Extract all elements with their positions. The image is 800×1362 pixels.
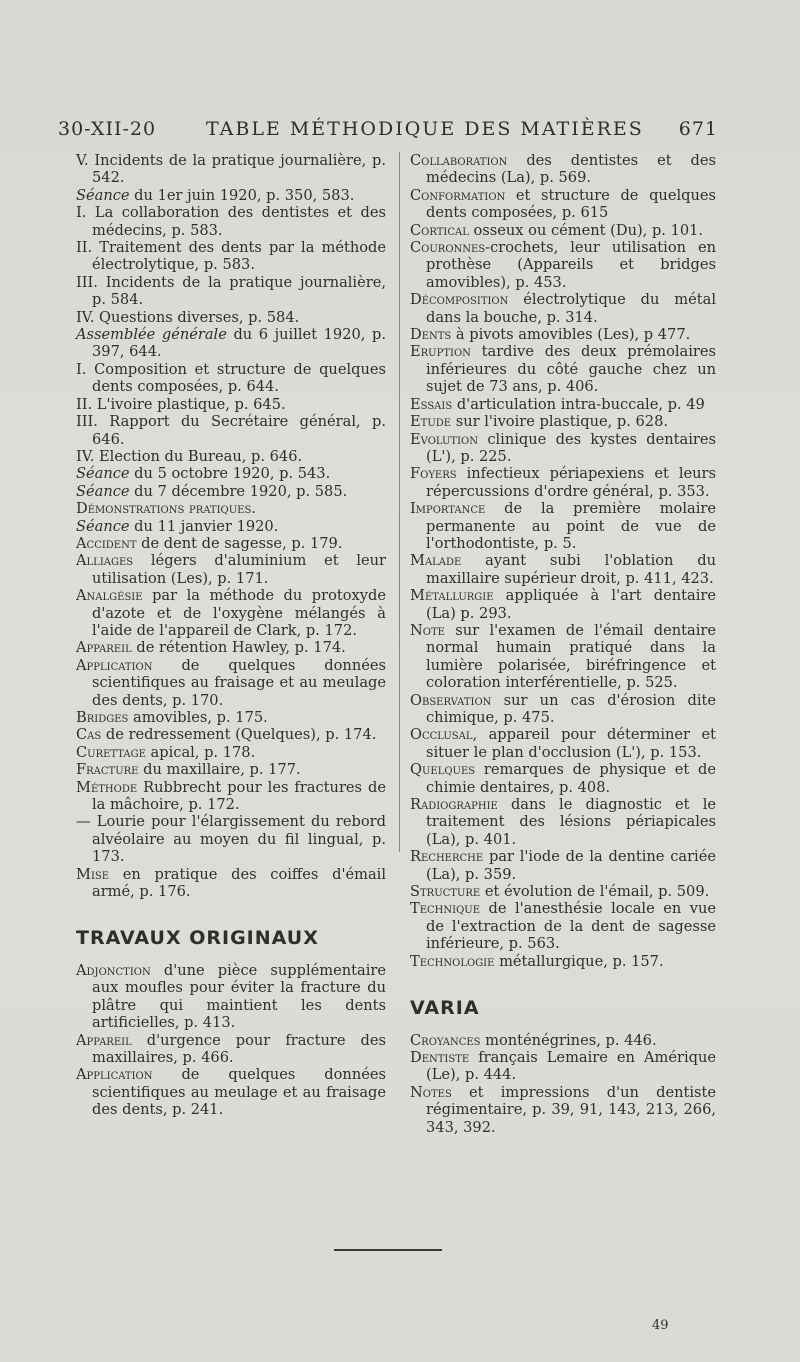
entry-lead: Séance [76,186,130,204]
entry-keyword: Fracture [76,761,139,779]
entry-keyword: Conformation [410,186,506,204]
entry-text: sur l'ivoire plastique, p. 628. [451,413,669,431]
entry-text: II. Traitement des dents par la méthode électrolytique, p. 583. [76,239,386,274]
entry-keyword: Technique [410,900,481,918]
header-date: 30-XII-20 [58,118,157,140]
index-entry [410,883,716,900]
index-entry [76,639,386,656]
entry-keyword: Technologie [410,952,495,970]
index-entry [76,483,386,500]
entry-text: du 7 décembre 1920, p. 585. [129,482,348,500]
entry-keyword: Démonstrations pratiques. [76,500,256,518]
index-entry [410,239,716,291]
entry-text: et impressions d'un dentiste régimentaire, p. 39, 91, 143, 213, 266, 343, 392. [426,1083,716,1136]
entry-keyword: Dents [410,326,452,344]
entry-keyword: Décomposition [410,291,509,309]
entry-keyword: Dentiste [410,1048,470,1066]
index-entry [76,726,386,743]
index-entry [76,657,386,709]
entry-keyword: Adjonction [76,961,151,979]
index-entry [76,535,386,552]
column-divider [399,152,400,852]
running-header [58,118,718,148]
index-entry [76,962,386,1032]
entry-text: d'urgence pour fracture des maxillaires, p. 466. [92,1031,386,1066]
index-entry [410,413,716,430]
entry-text: du 5 octobre 1920, p. 543. [129,465,331,483]
entry-text: remarques de physique et de chimie dentaires, p. 408. [426,761,716,796]
index-entry [76,239,386,274]
entry-keyword: Application [76,656,153,674]
entry-text: français Lemaire en Amérique (Le), p. 444. [426,1048,716,1084]
entry-keyword: Appareil [76,639,132,657]
index-entry [76,709,386,726]
entry-keyword: Quelques [410,761,476,779]
entry-text: de la première molaire permanente au point de vue de l'orthodontiste, p. 5. [426,500,716,552]
entry-keyword: Essais [410,395,453,413]
entry-keyword: Notes [410,1083,452,1101]
entry-keyword: Occlusal [410,726,473,744]
section-heading-varia: VARIA [410,997,480,1020]
entry-text: I. Composition et structure de quelques dents composées, p. 644. [76,360,386,396]
entry-lead: Séance [76,482,130,500]
entry-text: des dentistes et des médecins (La), p. 569. [426,152,716,187]
entry-text: V. Incidents de la pratique journalière, p. 542. [76,152,386,187]
entry-text: de dent de sagesse, p. 179. [136,534,343,552]
index-entry [410,1084,716,1136]
entry-text: du 11 janvier 1920. [129,517,279,535]
index-entry [410,692,716,727]
entry-keyword: Importance [410,500,486,518]
entry-text: d'une pièce supplémentaire aux moufles pour éviter la fracture du plâtre qui maintient les dents artificielles, p. 413. [92,961,386,1032]
right-column [410,152,716,1136]
footer-rule [334,1249,442,1251]
index-entry [76,396,386,413]
entry-text: de quelques données scientifiques au fraisage et au meulage des dents, p. 170. [92,656,386,709]
entry-text: du 1er juin 1920, p. 350, 583. [129,186,355,204]
entry-text: Rubbrecht pour les fractures de la mâchoire, p. 172. [92,778,386,814]
entry-text: apical, p. 178. [145,743,256,761]
index-entry [410,291,716,326]
index-entry [76,518,386,535]
entry-text: de quelques données scientifiques au meulage et au fraisage des dents, p. 241. [92,1066,386,1119]
index-entry [410,552,716,587]
entry-keyword: Métallurgie [410,587,494,605]
index-entry [76,779,386,814]
entry-text: ayant subi l'oblation du maxillaire supérieur droit, p. 411, 423. [426,552,716,587]
entry-text: sur l'examen de l'émail dentaire normal humain pratiqué dans la lumière polarisée, biréfringence et coloration interférentielle, p. 525. [426,621,716,692]
entry-keyword: Observation [410,691,492,709]
entry-keyword: Cas [76,726,102,744]
index-entry [76,813,386,865]
index-entry [410,465,716,500]
index-entry [76,413,386,448]
entry-text: dans le diagnostic et le traitement des lésions périapicales (La), p. 401. [426,796,716,848]
index-entry [410,622,716,692]
entry-text: II. L'ivoire plastique, p. 645. [76,395,286,413]
index-entry [410,1032,716,1049]
index-entry [76,587,386,639]
index-entry [76,761,386,778]
entry-text: III. Rapport du Secrétaire général, p. 646. [76,413,386,448]
index-entry [410,187,716,222]
header-title: TABLE MÉTHODIQUE DES MATIÈRES [206,118,644,140]
entry-lead: Assemblée générale [76,326,227,344]
entry-keyword: Bridges [76,709,129,726]
index-entry [410,848,716,883]
entry-keyword: Foyers [410,465,457,483]
entry-keyword: Eruption [410,343,471,361]
entry-text: du maxillaire, p. 177. [138,761,301,779]
index-entry [76,465,386,482]
entry-text: par la méthode du protoxyde d'azote et de l'oxygène mélangés à l'aide de l'appareil de Clark, p. 172. [92,587,386,639]
entry-text: III. Incidents de la pratique journalière, p. 584. [76,273,386,309]
index-entry [410,431,716,466]
index-entry [76,361,386,396]
entry-text: légers d'aluminium et leur utilisation (Les), p. 171. [92,552,386,587]
index-entry [410,222,716,239]
entry-text: — Lourie pour l'élargissement du rebord alvéolaire au moyen du fil lingual, p. 173. [76,813,386,866]
index-entry [410,343,716,395]
index-entry [76,204,386,239]
entry-keyword: Etude [410,413,452,431]
entry-text: et structure de quelques dents composées, p. 615 [426,186,716,222]
index-entry [410,326,716,343]
section-heading-travaux: TRAVAUX ORIGINAUX [76,927,319,950]
entry-keyword: Structure [410,883,481,901]
entry-keyword: Recherche [410,848,484,866]
entry-text: de rétention Hawley, p. 174. [131,639,346,657]
entry-keyword: Evolution [410,430,478,448]
entry-text: par l'iode de la dentine cariée (La), p. 359. [426,848,716,883]
index-entry [76,866,386,901]
index-entry [410,726,716,761]
entry-text: sur un cas d'érosion dite chimique, p. 475. [426,691,716,726]
index-entry [410,796,716,848]
index-entry [410,1049,716,1084]
index-entry [76,187,386,204]
entry-keyword: Analgésie [76,587,143,605]
index-entry [76,1066,386,1118]
index-entry [76,552,386,587]
entry-text: de redressement (Quelques), p. 174. [101,726,377,744]
entry-text: I. La collaboration des dentistes et des médecins, p. 583. [76,204,386,239]
entry-keyword: Application [76,1066,153,1084]
entry-text: osseux ou cément (Du), p. 101. [468,221,704,239]
index-entry [410,587,716,622]
entry-keyword: Couronnes [410,239,486,257]
entry-text: -crochets, leur utilisation en prothèse (Appareils et bridges amovibles), p. 453. [426,239,716,291]
entry-keyword: Accident [76,534,137,552]
index-entry [76,744,386,761]
entry-keyword: Méthode [76,778,138,796]
index-entry [410,953,716,970]
entry-text: tardive des deux prémolaires inférieures du côté gauche chez un sujet de 73 ans, p. 406. [426,343,716,396]
index-entry [76,309,386,326]
entry-text: IV. Election du Bureau, p. 646. [76,447,303,465]
index-entry [76,1032,386,1067]
entry-text: appliquée à l'art dentaire (La) p. 293. [426,587,716,622]
index-entry [410,500,716,552]
entry-keyword: Croyances [410,1031,481,1049]
index-entry [76,326,386,361]
entry-lead: Séance [76,465,130,483]
entry-text: IV. Questions diverses, p. 584. [76,308,300,326]
index-entry [410,761,716,796]
entry-keyword: Appareil [76,1031,132,1049]
index-entry [76,448,386,465]
entry-keyword: Collaboration [410,152,508,169]
entry-text: de l'anesthésie locale en vue de l'extraction de la dent de sagesse inférieure, p. 563. [426,900,716,953]
index-entry [76,152,386,187]
index-entry [410,396,716,413]
index-entry [410,152,716,187]
entry-text: électrolytique du métal dans la bouche, p. 314. [426,291,716,326]
signature-mark: 49 [652,1318,669,1333]
entry-text: à pivots amovibles (Les), p 477. [451,326,691,344]
entry-keyword: Curettage [76,743,146,761]
entry-text: d'articulation intra-buccale, p. 49 [452,395,705,413]
entry-text: du 6 juillet 1920, p. 397, 644. [92,326,386,361]
entry-lead: Séance [76,517,130,535]
index-entry [410,900,716,952]
entry-text: en pratique des coiffes d'émail armé, p. 176. [92,865,386,901]
entry-text: infectieux périapexiens et leurs répercussions d'ordre général, p. 353. [426,465,716,500]
index-entry [76,500,386,517]
entry-text: clinique des kystes dentaires (L'), p. 225. [426,430,716,465]
entry-keyword: Radiographie [410,796,498,814]
entry-text: , appareil pour déterminer et situer le plan d'occlusion (L'), p. 153. [426,726,716,761]
entry-text: métallurgique, p. 157. [494,952,664,970]
entry-keyword: Mise [76,865,110,883]
entry-keyword: Note [410,621,445,639]
entry-keyword: Malade [410,552,462,570]
entry-text: amovibles, p. 175. [128,709,268,726]
index-entry [76,274,386,309]
entry-keyword: Alliages [76,552,134,570]
entry-text: et évolution de l'émail, p. 509. [480,883,710,901]
entry-keyword: Cortical [410,221,469,239]
entry-text: monténégrines, p. 446. [480,1031,657,1049]
left-column [76,152,386,1119]
page-number: 671 [678,118,718,140]
